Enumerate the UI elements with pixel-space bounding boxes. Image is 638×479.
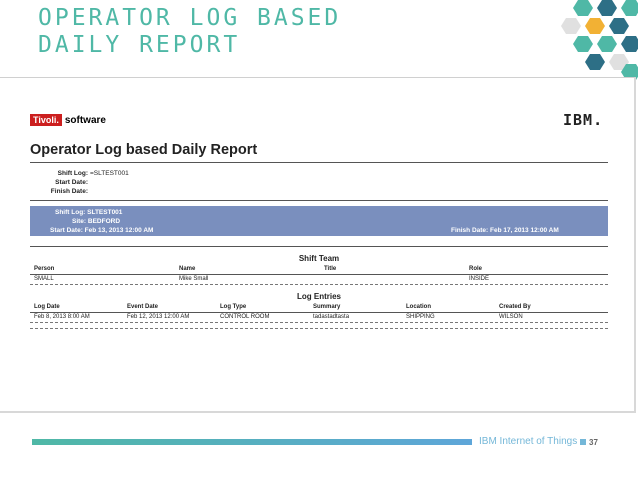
param-finish-date <box>30 188 90 195</box>
slide-title <box>38 5 341 59</box>
ibm-logo: IBM. <box>563 111 604 129</box>
tivoli-software-text: software <box>64 114 106 126</box>
param-start-date-label: Start Date: <box>55 179 88 186</box>
band-site: Site: BEDFORD <box>72 218 121 225</box>
cell-role: INSIDE <box>469 276 490 282</box>
col-role: Role <box>469 266 483 272</box>
cell-log-date: Feb 8, 2013 8:00 AM <box>34 314 90 320</box>
col-person: Person <box>34 266 55 272</box>
col-title: Title <box>324 266 337 272</box>
cell-created-by: WILSON <box>499 314 523 320</box>
cell-summary: tadastadtasta <box>313 314 350 320</box>
cell-name: Mike Small <box>179 276 209 282</box>
col-log-date: Log Date <box>34 304 60 310</box>
log-entries-title: Log Entries <box>296 292 341 301</box>
cell-log-type: CONTROL ROOM <box>220 314 270 320</box>
band-finish-date: Finish Date: Feb 17, 2013 12:00 AM <box>451 227 559 234</box>
shift-team-header-row <box>30 265 608 275</box>
band-start-date: Start Date: Feb 13, 2013 12:00 AM <box>50 227 154 234</box>
param-shift-log-value: =SLTEST001 <box>90 170 129 177</box>
tivoli-badge: Tivoli. <box>30 114 62 126</box>
col-location: Location <box>406 304 431 310</box>
slide-title-line2: DAILY REPORT <box>38 32 241 58</box>
title-rule <box>30 162 608 163</box>
table-row <box>30 313 608 323</box>
col-summary: Summary <box>313 304 341 310</box>
footer-text: IBM Internet of Things <box>479 436 578 447</box>
param-start-date <box>30 179 90 186</box>
col-log-type: Log Type <box>220 304 247 310</box>
log-entries-table <box>30 303 608 323</box>
col-name: Name <box>179 266 196 272</box>
param-finish-date-label: Finish Date: <box>50 188 88 195</box>
col-event-date: Event Date <box>127 304 159 310</box>
summary-band <box>30 206 608 236</box>
cell-person: SMALL <box>34 276 54 282</box>
team-top-rule <box>30 246 608 247</box>
cell-location: SHIPPING <box>406 314 435 320</box>
shift-team-title: Shift Team <box>298 254 340 263</box>
table-row <box>30 275 608 285</box>
param-shift-log-label: Shift Log: <box>57 170 88 177</box>
cell-event-date: Feb 12, 2013 12:00 AM <box>127 314 190 320</box>
footer-bar <box>32 439 472 445</box>
page-number: 37 <box>580 438 598 447</box>
hexagon-decoration-icon <box>558 0 638 80</box>
tivoli-logo <box>30 114 106 126</box>
table-bottom-rule <box>30 328 608 329</box>
band-shift-log: Shift Log: SLTEST001 <box>55 209 123 216</box>
report-panel <box>0 77 636 413</box>
col-created-by: Created By <box>499 304 531 310</box>
log-entries-header-row <box>30 303 608 313</box>
params-rule <box>30 200 608 201</box>
param-shift-log <box>30 170 129 177</box>
slide-title-line1: OPERATOR LOG BASED <box>38 5 342 31</box>
report-title: Operator Log based Daily Report <box>30 142 258 158</box>
shift-team-table <box>30 265 608 285</box>
